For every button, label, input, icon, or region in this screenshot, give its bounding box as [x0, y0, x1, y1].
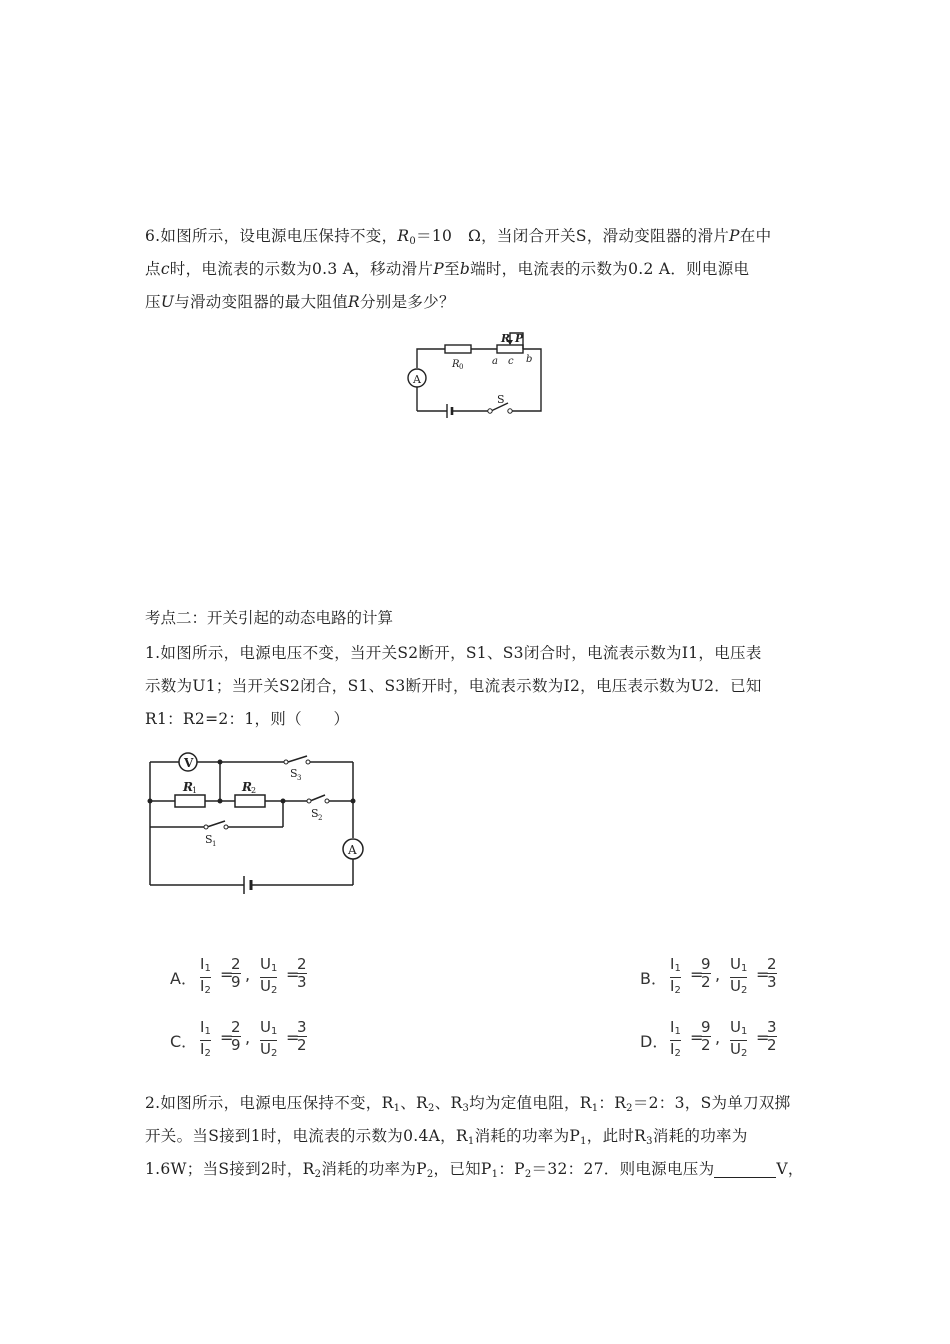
q2-text: ，已知P	[433, 1160, 492, 1178]
q6-text: 点	[145, 260, 161, 278]
voltage-ratio-value: 2 3	[297, 955, 307, 991]
q6-line-1	[145, 220, 810, 253]
q2-line-3	[145, 1153, 810, 1186]
q2-subscript: 1	[580, 1136, 587, 1147]
resistor-r1	[175, 795, 205, 807]
q6-text: 在中	[739, 227, 772, 245]
equals-sign: =	[690, 1028, 704, 1047]
q2-text: 均为定值电阻，R	[469, 1094, 592, 1112]
equals-sign: =	[286, 965, 300, 984]
current-ratio-label: $I_1$ $I_2$	[670, 1018, 681, 1059]
ammeter-label: A	[413, 373, 421, 386]
q6-symbol-r: R	[348, 293, 360, 311]
q6-symbol-c: c	[160, 260, 170, 278]
voltage-ratio-value: 3 2	[767, 1018, 777, 1054]
current-ratio-label: $I_1$ $I_2$	[670, 955, 681, 996]
comma: ,	[715, 1028, 721, 1047]
equals-sign: =	[756, 965, 770, 984]
voltmeter-label: V	[184, 756, 194, 770]
q1-circuit-diagram	[145, 745, 365, 900]
option-letter: C．	[170, 1032, 198, 1051]
option-a[interactable]	[170, 952, 320, 1000]
r1-subscript: 1	[192, 786, 198, 795]
s2-subscript: 2	[318, 814, 323, 822]
s3-label: S	[290, 767, 298, 780]
switch-label: S	[497, 393, 505, 406]
option-b[interactable]	[640, 952, 790, 1000]
current-ratio-label: $I_1$ $I_2$	[200, 1018, 211, 1059]
equals-sign: =	[690, 965, 704, 984]
q2-subscript: 2	[426, 1169, 434, 1180]
q6-line-2	[145, 253, 810, 286]
q6-text: 6.如图所示，设电源电压保持不变，	[145, 227, 398, 245]
switch-s1-icon	[207, 821, 225, 827]
q1-line-3: R1：R2=2：1，则（ ）	[145, 710, 350, 728]
q6-text: 至	[444, 260, 460, 278]
q2-line-1	[145, 1087, 810, 1120]
q6-text: 端时，电流表的示数为0.2 A．则电源电	[470, 260, 750, 278]
ammeter-label: A	[348, 843, 357, 857]
a-label: a	[492, 356, 498, 367]
option-c[interactable]	[170, 1015, 320, 1063]
current-ratio-value: 2 9	[231, 1018, 241, 1054]
c-label: c	[508, 356, 514, 367]
resistor-r0	[445, 345, 471, 353]
q2-subscript: 2	[314, 1169, 322, 1180]
voltage-ratio-value: 2 3	[767, 955, 777, 991]
voltage-ratio-label: $U_1$ $U_2$	[260, 955, 278, 996]
switch-s2-icon	[310, 795, 325, 801]
equals-sign: =	[286, 1028, 300, 1047]
s1-subscript: 1	[212, 840, 217, 848]
equals-sign: =	[220, 1028, 234, 1047]
q2-subscript: 1	[467, 1136, 475, 1147]
q2-text: 、R	[400, 1094, 429, 1112]
q6-symbol-u: U	[160, 293, 175, 311]
q6-symbol-p: P	[433, 260, 445, 278]
q6-text: 分别是多少？	[359, 293, 455, 311]
q2-text: 消耗的功率为	[652, 1127, 748, 1145]
r2-label: R	[242, 780, 252, 794]
q2-text: 开关。当S接到1时，电流表的示数为0.4A，R	[145, 1127, 468, 1145]
q2-subscript: 3	[462, 1103, 470, 1114]
question-1	[145, 637, 810, 736]
q6-symbol-b: b	[459, 260, 471, 278]
rheostat	[497, 345, 523, 353]
q2-subscript: 1	[591, 1103, 599, 1114]
answer-blank[interactable]	[714, 1159, 776, 1178]
current-ratio-value: 9 2	[701, 1018, 711, 1054]
comma: ,	[245, 1028, 251, 1047]
current-ratio-label: $I_1$ $I_2$	[200, 955, 211, 996]
resistor-r2	[235, 795, 265, 807]
switch-s3-icon	[288, 756, 307, 762]
q2-text: 消耗的功率为P	[321, 1160, 427, 1178]
q6-text: 压	[145, 293, 161, 311]
s1-label: S	[205, 833, 213, 846]
voltage-ratio-label: $U_1$ $U_2$	[260, 1018, 278, 1059]
q2-text: ：P	[498, 1160, 525, 1178]
r1-label: R	[183, 780, 193, 794]
option-d[interactable]	[640, 1015, 790, 1063]
q2-subscript: 2	[428, 1103, 435, 1114]
q2-text: 消耗的功率为P	[474, 1127, 581, 1145]
q6-subscript: 0	[409, 236, 417, 247]
section-heading: 考点二：开关引起的动态电路的计算	[145, 609, 394, 627]
equals-sign: =	[756, 1028, 770, 1047]
q1-line-1: 1.如图所示，电源电压不变，当开关S2断开，S1、S3闭合时，电流表示数为I1，电压表	[145, 644, 762, 662]
q2-subscript: 1	[491, 1169, 499, 1180]
q6-symbol-p: P	[729, 227, 740, 245]
q2-text: ＝2：3，S为单刀双掷	[632, 1094, 791, 1112]
q2-text: ＝32：27．则电源电压为	[531, 1160, 715, 1178]
q2-text: 、R	[434, 1094, 463, 1112]
voltage-ratio-value: 3 2	[297, 1018, 307, 1054]
current-ratio-value: 2 9	[231, 955, 241, 991]
q6-text: 时，电流表的示数为0.3 A，移动滑片	[169, 260, 434, 278]
q2-subscript: 3	[646, 1136, 653, 1147]
q6-symbol-r: R	[397, 227, 410, 245]
q2-text: 2.如图所示，电源电压保持不变，R	[145, 1094, 394, 1112]
voltage-ratio-label: $U_1$ $U_2$	[730, 1018, 748, 1059]
option-letter: D．	[640, 1032, 669, 1051]
r0-subscript: 0	[459, 363, 464, 371]
option-letter: A．	[170, 969, 197, 988]
q2-subscript: 2	[524, 1169, 532, 1180]
question-2	[145, 1087, 810, 1186]
comma: ,	[245, 965, 251, 984]
option-letter: B．	[640, 969, 667, 988]
equals-sign: =	[220, 965, 234, 984]
s2-label: S	[311, 807, 319, 820]
r0-label: R	[452, 359, 460, 370]
current-ratio-value: 9 2	[701, 955, 711, 991]
comma: ,	[715, 965, 721, 984]
q2-subscript: 1	[393, 1103, 401, 1114]
q1-line-2: 示数为U1；当开关S2闭合，S1、S3断开时，电流表示数为I2，电压表示数为U2．已知	[145, 677, 762, 695]
p-label: P	[515, 332, 524, 345]
voltage-ratio-label: $U_1$ $U_2$	[730, 955, 748, 996]
q6-circuit-diagram	[400, 325, 560, 420]
s3-subscript: 3	[297, 774, 302, 782]
q2-text: ，此时R	[586, 1127, 647, 1145]
q6-line-3	[145, 286, 810, 319]
b-label: b	[526, 354, 533, 365]
q2-text: 1.6W；当S接到2时，R	[145, 1160, 315, 1178]
q6-text: 与滑动变阻器的最大阻值	[174, 293, 348, 311]
q2-subscript: 2	[626, 1103, 633, 1114]
question-6	[145, 220, 810, 319]
r2-subscript: 2	[251, 786, 257, 795]
q6-text: ＝10 Ω，当闭合开关S，滑动变阻器的滑片	[416, 227, 730, 245]
q2-text: V，	[776, 1160, 804, 1178]
r-label: R	[501, 332, 511, 345]
q2-text: ：R	[598, 1094, 627, 1112]
q2-line-2	[145, 1120, 810, 1153]
